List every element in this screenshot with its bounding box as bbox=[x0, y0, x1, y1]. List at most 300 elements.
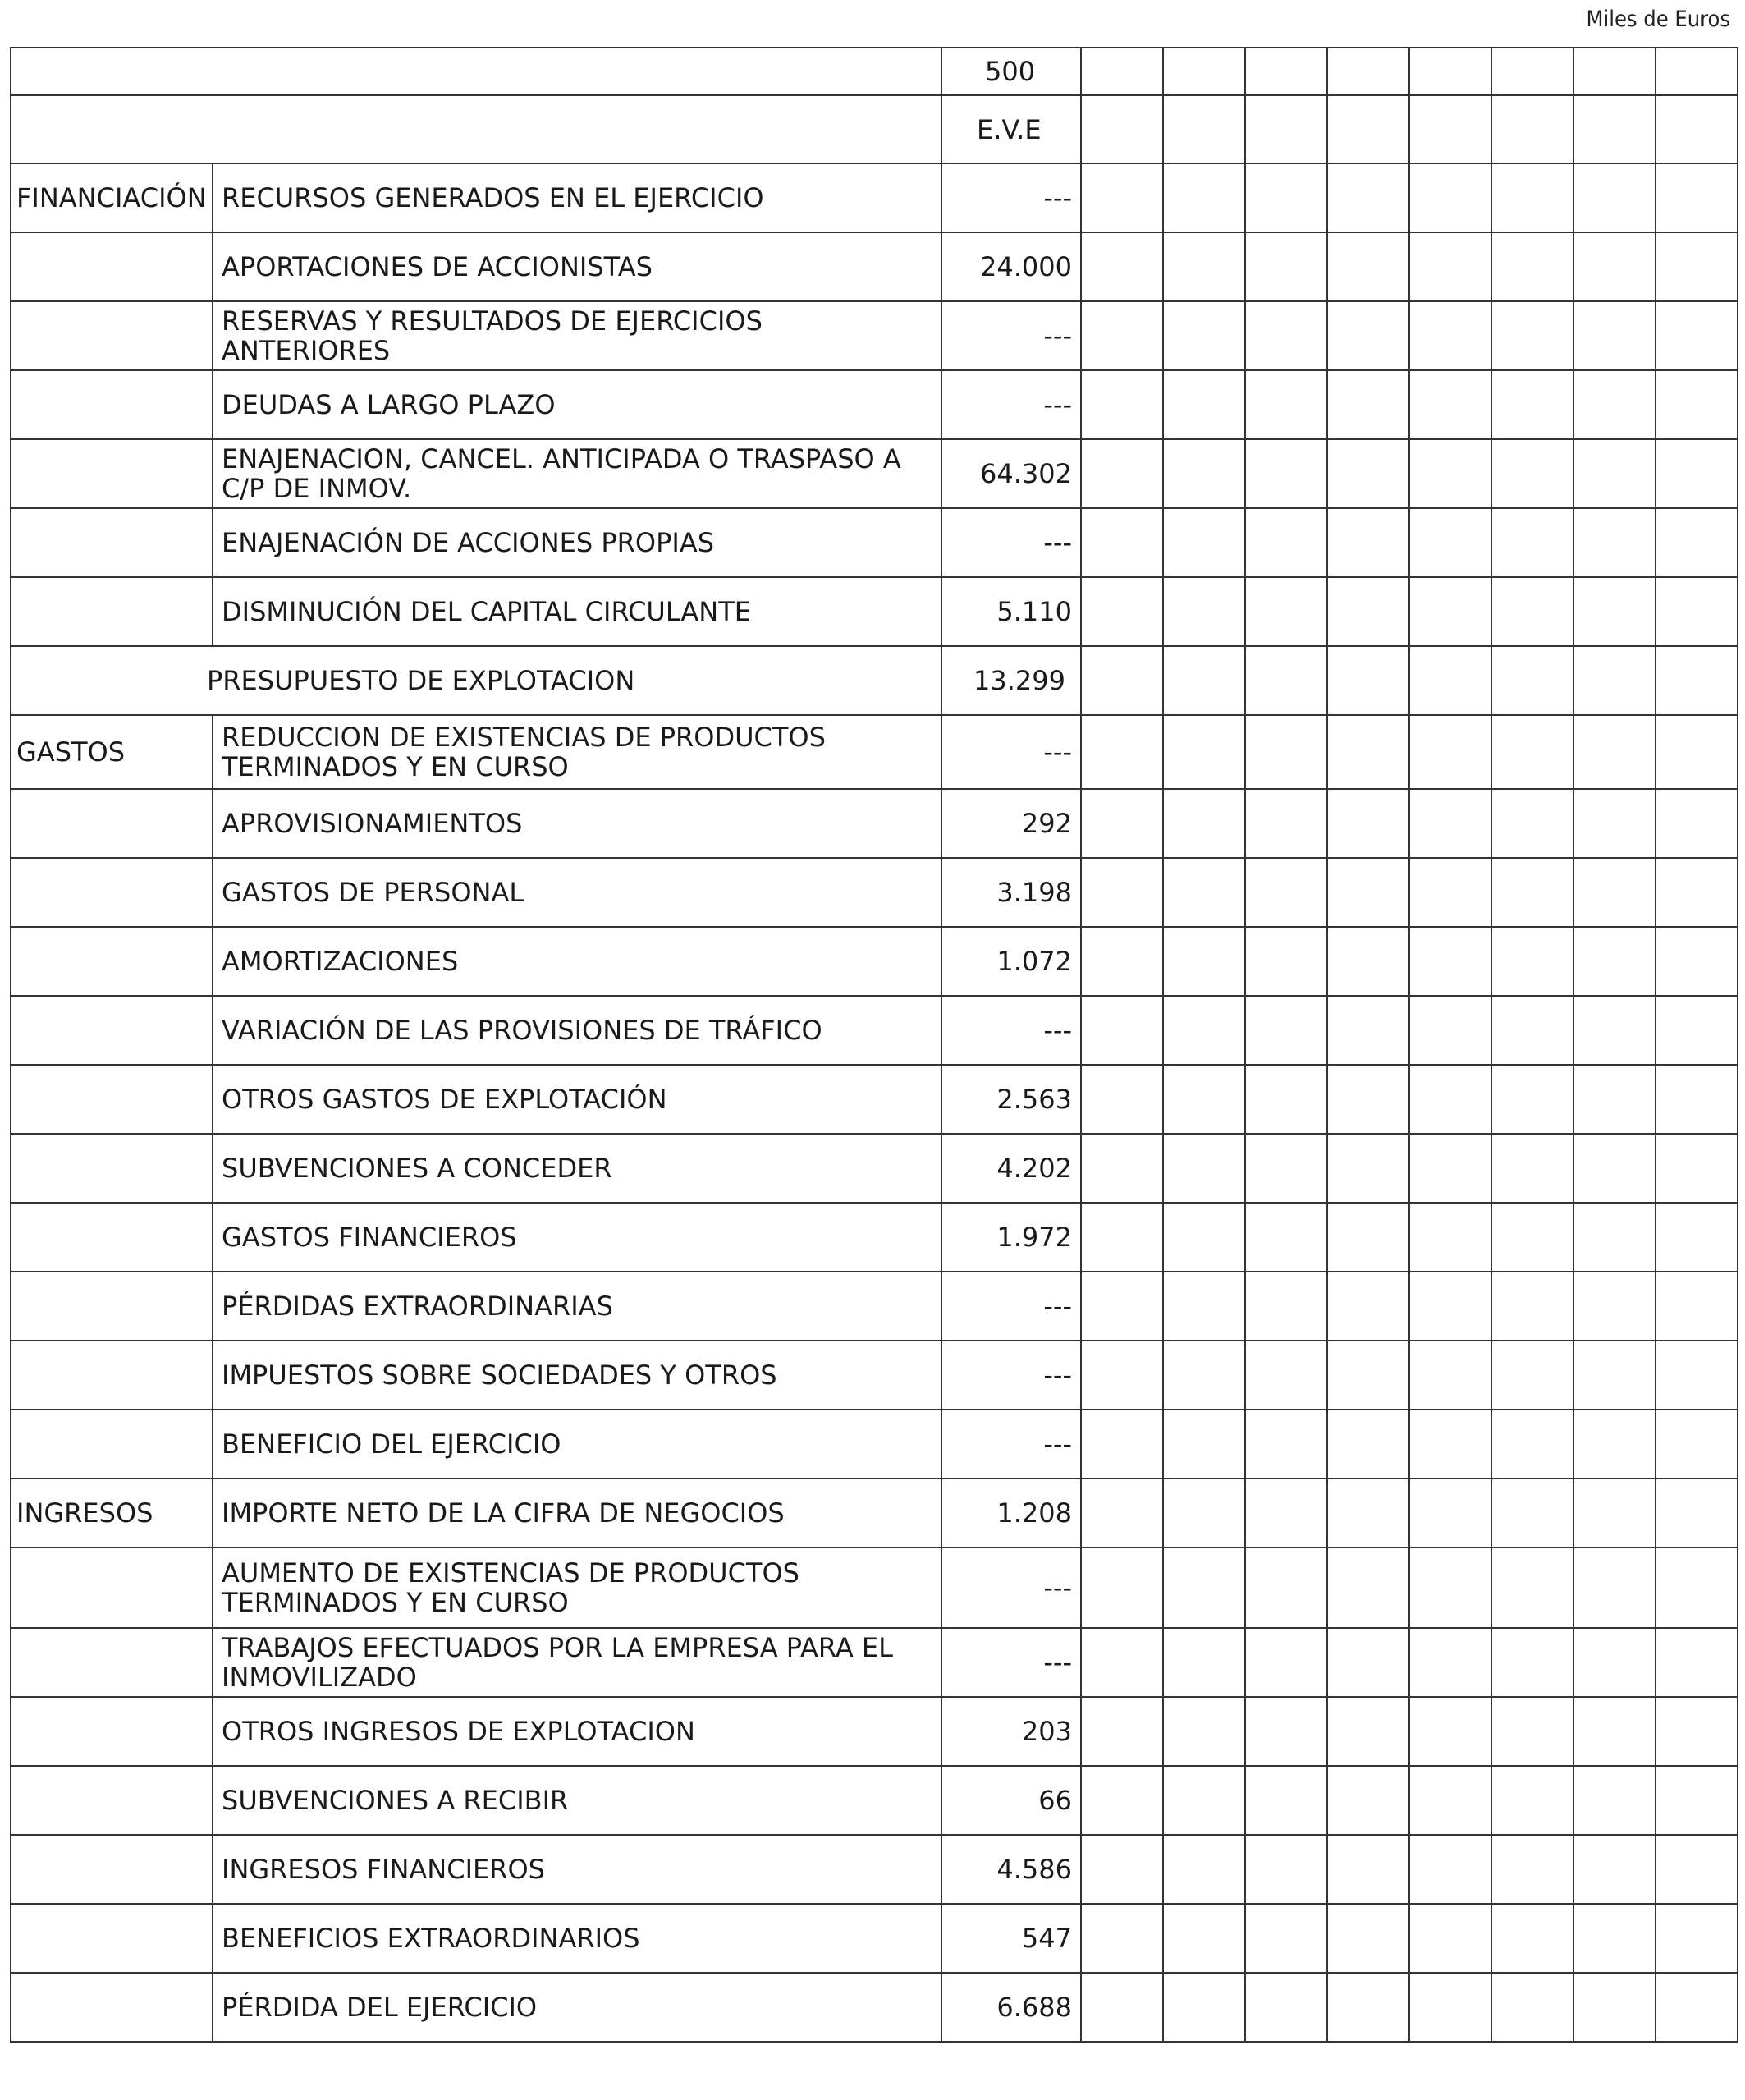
empty-cell bbox=[1656, 715, 1738, 789]
row-label: PÉRDIDA DEL EJERCICIO bbox=[213, 1973, 941, 2042]
table-row bbox=[11, 1410, 1738, 1479]
empty-cell bbox=[1327, 996, 1409, 1065]
empty-cell bbox=[1491, 508, 1573, 577]
empty-cell bbox=[1245, 789, 1327, 858]
section-blank bbox=[11, 508, 213, 577]
empty-cell bbox=[1327, 1341, 1409, 1410]
empty-cell bbox=[1245, 163, 1327, 232]
empty-cell bbox=[1163, 927, 1245, 996]
table-row bbox=[11, 715, 1738, 789]
empty-cell bbox=[1409, 370, 1491, 439]
row-value: 2.563 bbox=[941, 1065, 1081, 1134]
empty-cell bbox=[1327, 439, 1409, 508]
empty-cell bbox=[1081, 508, 1163, 577]
empty-cell bbox=[1491, 1697, 1573, 1766]
empty-cell bbox=[1245, 1341, 1327, 1410]
empty-cell bbox=[1081, 1203, 1163, 1272]
row-label: IMPORTE NETO DE LA CIFRA DE NEGOCIOS bbox=[213, 1479, 941, 1547]
empty-cell bbox=[1409, 163, 1491, 232]
empty-cell bbox=[1163, 996, 1245, 1065]
section-label: INGRESOS bbox=[11, 1479, 213, 1547]
table-row bbox=[11, 789, 1738, 858]
empty-cell bbox=[1163, 789, 1245, 858]
unit-label: Miles de Euros bbox=[1586, 7, 1730, 32]
empty-cell bbox=[1573, 1134, 1656, 1203]
empty-cell bbox=[1491, 439, 1573, 508]
empty-cell bbox=[1327, 1697, 1409, 1766]
empty-cell bbox=[1081, 715, 1163, 789]
empty-cell bbox=[1491, 1272, 1573, 1341]
section-blank bbox=[11, 1065, 213, 1134]
empty-cell bbox=[1081, 439, 1163, 508]
row-value: --- bbox=[941, 370, 1081, 439]
row-label: DEUDAS A LARGO PLAZO bbox=[213, 370, 941, 439]
header-row-code bbox=[11, 48, 1738, 95]
empty-cell bbox=[1491, 1835, 1573, 1904]
empty-cell bbox=[1656, 1766, 1738, 1835]
empty-cell bbox=[1409, 577, 1491, 646]
section-blank bbox=[11, 232, 213, 301]
empty-cell bbox=[1327, 1203, 1409, 1272]
empty-cell bbox=[1491, 301, 1573, 370]
table-row bbox=[11, 1065, 1738, 1134]
empty-cell bbox=[1327, 1973, 1409, 2042]
empty-cell bbox=[1081, 1697, 1163, 1766]
empty-cell bbox=[1327, 1835, 1409, 1904]
empty-cell bbox=[1409, 1065, 1491, 1134]
row-label: GASTOS FINANCIEROS bbox=[213, 1203, 941, 1272]
section-blank bbox=[11, 370, 213, 439]
empty-cell bbox=[1081, 1134, 1163, 1203]
empty-cell bbox=[1656, 370, 1738, 439]
empty-cell bbox=[1327, 301, 1409, 370]
empty-cell bbox=[1081, 1410, 1163, 1479]
empty-cell bbox=[1573, 1341, 1656, 1410]
section-blank bbox=[11, 858, 213, 927]
table-row bbox=[11, 1697, 1738, 1766]
table-row bbox=[11, 370, 1738, 439]
empty-cell bbox=[1245, 1410, 1327, 1479]
row-label: VARIACIÓN DE LAS PROVISIONES DE TRÁFICO bbox=[213, 996, 941, 1065]
row-value: 547 bbox=[941, 1904, 1081, 1973]
empty-cell bbox=[1573, 232, 1656, 301]
empty-cell bbox=[1327, 1547, 1409, 1628]
empty-cell bbox=[1409, 1628, 1491, 1697]
empty-cell bbox=[1491, 232, 1573, 301]
row-value: --- bbox=[941, 301, 1081, 370]
empty-cell bbox=[1081, 1272, 1163, 1341]
empty-cell bbox=[1327, 1272, 1409, 1341]
empty-cell bbox=[1656, 1065, 1738, 1134]
row-value: 4.586 bbox=[941, 1835, 1081, 1904]
empty-cell bbox=[1409, 301, 1491, 370]
empty-cell bbox=[1163, 1766, 1245, 1835]
empty-cell bbox=[1656, 1973, 1738, 2042]
empty-cell bbox=[1327, 789, 1409, 858]
section-blank bbox=[11, 1835, 213, 1904]
empty-cell bbox=[1163, 1479, 1245, 1547]
table-row bbox=[11, 163, 1738, 232]
empty-cell bbox=[1656, 1835, 1738, 1904]
empty-cell bbox=[1573, 646, 1656, 715]
empty-cell bbox=[1245, 996, 1327, 1065]
empty-cell bbox=[1573, 789, 1656, 858]
empty-cell bbox=[1245, 1835, 1327, 1904]
empty-cell bbox=[1573, 1835, 1656, 1904]
empty-cell bbox=[1245, 1628, 1327, 1697]
empty-cell bbox=[1245, 1134, 1327, 1203]
row-value: 66 bbox=[941, 1766, 1081, 1835]
empty-cell bbox=[1327, 1065, 1409, 1134]
empty-cell bbox=[1656, 1410, 1738, 1479]
empty-cell bbox=[1163, 1272, 1245, 1341]
row-value: 6.688 bbox=[941, 1973, 1081, 2042]
empty-cell bbox=[1245, 1904, 1327, 1973]
row-value: 1.072 bbox=[941, 927, 1081, 996]
row-label: AUMENTO DE EXISTENCIAS DE PRODUCTOS TERMINADOS Y EN CURSO bbox=[213, 1547, 941, 1628]
empty-cell bbox=[1573, 508, 1656, 577]
row-label: RECURSOS GENERADOS EN EL EJERCICIO bbox=[213, 163, 941, 232]
empty-cell bbox=[1081, 1547, 1163, 1628]
empty-cell bbox=[1081, 1341, 1163, 1410]
table-row bbox=[11, 232, 1738, 301]
empty-cell bbox=[1409, 1547, 1491, 1628]
row-value: 1.972 bbox=[941, 1203, 1081, 1272]
section-blank bbox=[11, 1973, 213, 2042]
empty-cell bbox=[1081, 927, 1163, 996]
row-label: GASTOS DE PERSONAL bbox=[213, 858, 941, 927]
empty-cell bbox=[1163, 1628, 1245, 1697]
section-blank bbox=[11, 789, 213, 858]
empty-cell bbox=[1163, 646, 1245, 715]
empty-cell bbox=[1163, 163, 1245, 232]
empty-cell bbox=[1327, 1134, 1409, 1203]
empty-cell bbox=[1491, 1766, 1573, 1835]
empty-cell bbox=[1081, 858, 1163, 927]
table-row bbox=[11, 1134, 1738, 1203]
empty-cell bbox=[1163, 1203, 1245, 1272]
empty-cell bbox=[1409, 646, 1491, 715]
empty-cell bbox=[1327, 1904, 1409, 1973]
empty-cell bbox=[1656, 1904, 1738, 1973]
table-row bbox=[11, 439, 1738, 508]
empty-cell bbox=[1573, 1272, 1656, 1341]
section-blank bbox=[11, 1410, 213, 1479]
table-row bbox=[11, 1904, 1738, 1973]
empty-cell bbox=[1327, 1410, 1409, 1479]
empty-cell bbox=[1656, 232, 1738, 301]
empty-cell bbox=[1245, 577, 1327, 646]
table-row bbox=[11, 927, 1738, 996]
row-value: --- bbox=[941, 1547, 1081, 1628]
row-label: OTROS GASTOS DE EXPLOTACIÓN bbox=[213, 1065, 941, 1134]
empty-cell bbox=[1409, 996, 1491, 1065]
empty-cell bbox=[1573, 301, 1656, 370]
empty-cell bbox=[1573, 1410, 1656, 1479]
empty-cell bbox=[1409, 1341, 1491, 1410]
empty-cell bbox=[1163, 577, 1245, 646]
empty-cell bbox=[1081, 789, 1163, 858]
section-blank bbox=[11, 1628, 213, 1697]
empty-cell bbox=[1656, 301, 1738, 370]
empty-cell bbox=[1327, 232, 1409, 301]
empty-cell bbox=[1245, 858, 1327, 927]
row-label: APORTACIONES DE ACCIONISTAS bbox=[213, 232, 941, 301]
empty-cell bbox=[1491, 370, 1573, 439]
empty-cell bbox=[1245, 1766, 1327, 1835]
empty-cell bbox=[1491, 577, 1573, 646]
empty-cell bbox=[1327, 577, 1409, 646]
empty-cell bbox=[1409, 1835, 1491, 1904]
empty-cell bbox=[1573, 439, 1656, 508]
empty-cell bbox=[1573, 1973, 1656, 2042]
empty-cell bbox=[1491, 1973, 1573, 2042]
empty-cell bbox=[1081, 1904, 1163, 1973]
empty-cell bbox=[1163, 1065, 1245, 1134]
empty-cell bbox=[1327, 508, 1409, 577]
section-blank bbox=[11, 1272, 213, 1341]
empty-cell bbox=[1409, 789, 1491, 858]
empty-cell bbox=[1327, 1479, 1409, 1547]
empty-cell bbox=[1409, 1904, 1491, 1973]
empty-cell bbox=[1081, 232, 1163, 301]
empty-cell bbox=[1245, 1973, 1327, 2042]
section-blank bbox=[11, 577, 213, 646]
empty-cell bbox=[1491, 715, 1573, 789]
empty-cell bbox=[1491, 1065, 1573, 1134]
empty-cell bbox=[1163, 715, 1245, 789]
empty-cell bbox=[1327, 1628, 1409, 1697]
empty-cell bbox=[1573, 715, 1656, 789]
row-label: AMORTIZACIONES bbox=[213, 927, 941, 996]
row-value: 3.198 bbox=[941, 858, 1081, 927]
row-value: 203 bbox=[941, 1697, 1081, 1766]
empty-cell bbox=[1081, 1479, 1163, 1547]
empty-cell bbox=[1245, 1547, 1327, 1628]
empty-cell bbox=[1409, 858, 1491, 927]
empty-cell bbox=[1081, 646, 1163, 715]
empty-cell bbox=[1656, 1479, 1738, 1547]
empty-cell bbox=[1573, 370, 1656, 439]
section-label: GASTOS bbox=[11, 715, 213, 789]
empty-cell bbox=[1491, 1203, 1573, 1272]
empty-cell bbox=[1656, 1628, 1738, 1697]
empty-cell bbox=[1409, 439, 1491, 508]
empty-cell bbox=[1245, 646, 1327, 715]
empty-cell bbox=[1656, 1697, 1738, 1766]
empty-cell bbox=[1163, 1904, 1245, 1973]
empty-cell bbox=[1245, 508, 1327, 577]
empty-cell bbox=[1163, 508, 1245, 577]
empty-cell bbox=[1573, 1766, 1656, 1835]
empty-cell bbox=[1656, 1272, 1738, 1341]
empty-cell bbox=[1491, 646, 1573, 715]
empty-cell bbox=[1656, 927, 1738, 996]
section-blank bbox=[11, 1547, 213, 1628]
table-row bbox=[11, 1341, 1738, 1410]
empty-cell bbox=[1163, 1410, 1245, 1479]
empty-cell bbox=[1081, 1065, 1163, 1134]
empty-cell bbox=[1409, 1697, 1491, 1766]
row-value: 4.202 bbox=[941, 1134, 1081, 1203]
empty-cell bbox=[1409, 1479, 1491, 1547]
empty-cell bbox=[1573, 577, 1656, 646]
empty-cell bbox=[1081, 1973, 1163, 2042]
empty-cell bbox=[1327, 715, 1409, 789]
presupuesto-label: PRESUPUESTO DE EXPLOTACION bbox=[11, 646, 941, 715]
empty-cell bbox=[1245, 927, 1327, 996]
empty-cell bbox=[1163, 1835, 1245, 1904]
empty-cell bbox=[1573, 163, 1656, 232]
empty-cell bbox=[1573, 1904, 1656, 1973]
row-value: 5.110 bbox=[941, 577, 1081, 646]
empty-cell bbox=[1163, 1697, 1245, 1766]
row-label: BENEFICIO DEL EJERCICIO bbox=[213, 1410, 941, 1479]
empty-cell bbox=[1656, 577, 1738, 646]
row-label: DISMINUCIÓN DEL CAPITAL CIRCULANTE bbox=[213, 577, 941, 646]
header-blank-cell bbox=[11, 48, 941, 95]
row-label: SUBVENCIONES A RECIBIR bbox=[213, 1766, 941, 1835]
row-label: PÉRDIDAS EXTRAORDINARIAS bbox=[213, 1272, 941, 1341]
empty-cell bbox=[1491, 1341, 1573, 1410]
empty-cell bbox=[1081, 1835, 1163, 1904]
empty-cell bbox=[1081, 163, 1163, 232]
row-label: ENAJENACION, CANCEL. ANTICIPADA O TRASPASO A C/P DE INMOV. bbox=[213, 439, 941, 508]
row-label: IMPUESTOS SOBRE SOCIEDADES Y OTROS bbox=[213, 1341, 941, 1410]
row-value: --- bbox=[941, 508, 1081, 577]
empty-cell bbox=[1573, 1065, 1656, 1134]
empty-cell bbox=[1409, 1410, 1491, 1479]
empty-cell bbox=[1327, 927, 1409, 996]
row-label: OTROS INGRESOS DE EXPLOTACION bbox=[213, 1697, 941, 1766]
table-row bbox=[11, 301, 1738, 370]
row-value: 292 bbox=[941, 789, 1081, 858]
empty-cell bbox=[1163, 1973, 1245, 2042]
empty-cell bbox=[1573, 858, 1656, 927]
empty-cell bbox=[1656, 508, 1738, 577]
empty-cell bbox=[1245, 439, 1327, 508]
table-row bbox=[11, 1766, 1738, 1835]
empty-cell bbox=[1656, 1134, 1738, 1203]
empty-cell bbox=[1245, 715, 1327, 789]
empty-cell bbox=[1163, 301, 1245, 370]
table-row bbox=[11, 508, 1738, 577]
empty-cell bbox=[1081, 301, 1163, 370]
header-row-entity bbox=[11, 95, 1738, 163]
table-row bbox=[11, 577, 1738, 646]
empty-cell bbox=[1573, 1547, 1656, 1628]
empty-cell bbox=[1327, 163, 1409, 232]
empty-cell bbox=[1491, 789, 1573, 858]
empty-cell bbox=[1491, 858, 1573, 927]
table-row bbox=[11, 1479, 1738, 1547]
section-blank bbox=[11, 1134, 213, 1203]
empty-cell bbox=[1656, 163, 1738, 232]
empty-cell bbox=[1573, 1203, 1656, 1272]
empty-cell bbox=[1491, 163, 1573, 232]
empty-cell bbox=[1573, 927, 1656, 996]
section-blank bbox=[11, 996, 213, 1065]
empty-cell bbox=[1081, 996, 1163, 1065]
empty-cell bbox=[1409, 232, 1491, 301]
empty-cell bbox=[1245, 1065, 1327, 1134]
empty-cell bbox=[1327, 646, 1409, 715]
row-label: APROVISIONAMIENTOS bbox=[213, 789, 941, 858]
empty-cell bbox=[1409, 508, 1491, 577]
empty-cell bbox=[1327, 1766, 1409, 1835]
row-value: 1.208 bbox=[941, 1479, 1081, 1547]
header-blank-cell bbox=[11, 95, 941, 163]
section-blank bbox=[11, 1203, 213, 1272]
empty-cell bbox=[1409, 1973, 1491, 2042]
header-code: 500 bbox=[941, 48, 1081, 95]
empty-cell bbox=[1491, 996, 1573, 1065]
row-label: TRABAJOS EFECTUADOS POR LA EMPRESA PARA EL INMOVILIZADO bbox=[213, 1628, 941, 1697]
row-label: RESERVAS Y RESULTADOS DE EJERCICIOS ANTERIORES bbox=[213, 301, 941, 370]
empty-cell bbox=[1245, 1697, 1327, 1766]
empty-cell bbox=[1327, 858, 1409, 927]
table-row bbox=[11, 858, 1738, 927]
empty-cell bbox=[1081, 1628, 1163, 1697]
empty-cell bbox=[1573, 1697, 1656, 1766]
empty-cell bbox=[1163, 1547, 1245, 1628]
table-row bbox=[11, 1547, 1738, 1628]
header-entity: E.V.E bbox=[941, 95, 1081, 163]
empty-cell bbox=[1656, 1341, 1738, 1410]
empty-cell bbox=[1573, 996, 1656, 1065]
empty-cell bbox=[1491, 1547, 1573, 1628]
table-body bbox=[11, 48, 1738, 2042]
empty-cell bbox=[1409, 1203, 1491, 1272]
section-label: FINANCIACIÓN bbox=[11, 163, 213, 232]
section-blank bbox=[11, 927, 213, 996]
empty-cell bbox=[1573, 1628, 1656, 1697]
section-blank bbox=[11, 1904, 213, 1973]
budget-table bbox=[10, 47, 1738, 2043]
empty-cell bbox=[1656, 996, 1738, 1065]
table-row bbox=[11, 1272, 1738, 1341]
row-label: BENEFICIOS EXTRAORDINARIOS bbox=[213, 1904, 941, 1973]
presupuesto-value: 13.299 bbox=[941, 646, 1081, 715]
empty-cell bbox=[1491, 1904, 1573, 1973]
empty-cell bbox=[1327, 370, 1409, 439]
section-blank bbox=[11, 439, 213, 508]
empty-cell bbox=[1409, 1134, 1491, 1203]
table-row bbox=[11, 996, 1738, 1065]
empty-cell bbox=[1245, 1272, 1327, 1341]
empty-cell bbox=[1491, 1628, 1573, 1697]
row-label: INGRESOS FINANCIEROS bbox=[213, 1835, 941, 1904]
row-value: 24.000 bbox=[941, 232, 1081, 301]
empty-cell bbox=[1656, 1547, 1738, 1628]
empty-cell bbox=[1245, 232, 1327, 301]
row-value: --- bbox=[941, 1341, 1081, 1410]
empty-cell bbox=[1245, 301, 1327, 370]
empty-cell bbox=[1245, 370, 1327, 439]
empty-cell bbox=[1245, 1203, 1327, 1272]
empty-cell bbox=[1245, 1479, 1327, 1547]
row-label: ENAJENACIÓN DE ACCIONES PROPIAS bbox=[213, 508, 941, 577]
empty-cell bbox=[1656, 1203, 1738, 1272]
empty-cell bbox=[1163, 439, 1245, 508]
row-value: --- bbox=[941, 1628, 1081, 1697]
empty-cell bbox=[1656, 439, 1738, 508]
table-row bbox=[11, 1628, 1738, 1697]
presupuesto-row bbox=[11, 646, 1738, 715]
row-value: --- bbox=[941, 1272, 1081, 1341]
empty-cell bbox=[1491, 927, 1573, 996]
empty-cell bbox=[1163, 370, 1245, 439]
